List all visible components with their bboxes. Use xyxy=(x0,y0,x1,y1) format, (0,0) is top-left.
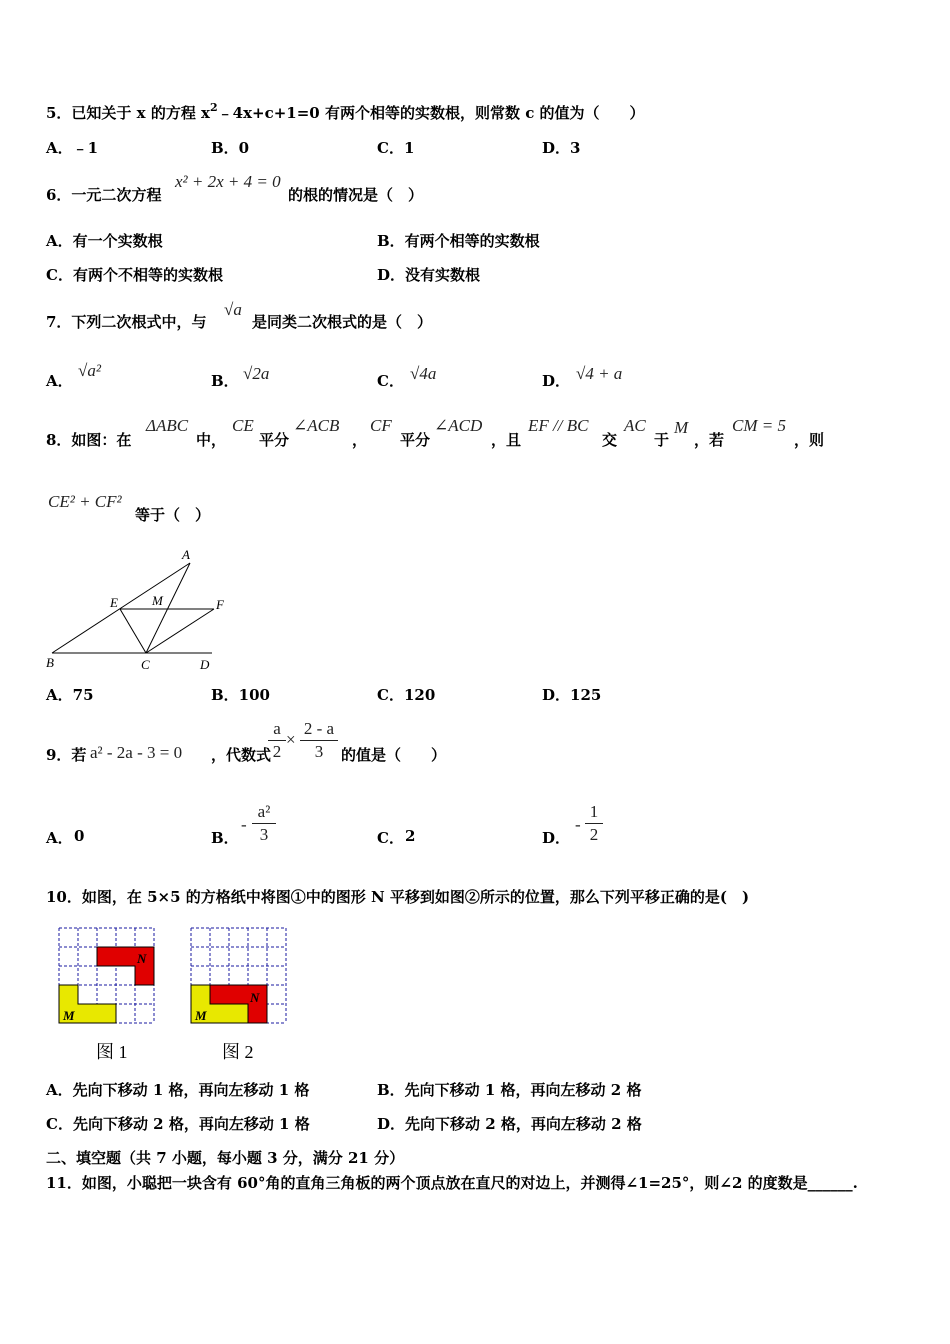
q8-math-ac: AC xyxy=(624,416,646,435)
q10-stem: 10．如图，在 5×5 的方格纸中将图①中的图形 N 平移到如图②所示的位置，那么下列平移正确的是( ) xyxy=(46,888,750,906)
q8-stem-0: 8．如图：在 xyxy=(46,431,132,449)
q8-math-acd: ∠ACD xyxy=(434,416,483,435)
q8-option-c: C．120 xyxy=(377,686,436,704)
q8-triangle-figure xyxy=(44,545,234,675)
q8-stem-16: ，若 xyxy=(694,431,725,449)
q8-stem-2: 中， xyxy=(196,431,227,449)
q10-figure-2 xyxy=(190,927,288,1032)
q8-stem-12: 交 xyxy=(602,431,618,449)
q6-stem-start: 6．一元二次方程 xyxy=(46,186,162,204)
q8-math-efbc: EF // BC xyxy=(528,416,589,435)
q6-option-d: D．没有实数根 xyxy=(377,266,481,284)
line-ec xyxy=(120,609,146,653)
q6-formula: x² + 2x + 4 = 0 xyxy=(175,172,281,191)
q9-times: × xyxy=(286,730,296,749)
q10-figure-2-caption: 图 2 xyxy=(222,1042,254,1062)
q8-stem-18: ，则 xyxy=(794,431,825,449)
q6-option-c: C．有两个不相等的实数根 xyxy=(46,266,223,284)
q9-option-a: 0 xyxy=(74,827,85,845)
q8-math-m: M xyxy=(674,418,689,437)
q8-stem-6: ， xyxy=(352,431,368,449)
q9-option-b-sign: - xyxy=(241,815,247,834)
q10-option-c: C．先向下移动 2 格，再向左移动 1 格 xyxy=(46,1115,310,1133)
label-m: M xyxy=(152,593,163,608)
q5-option-b: B．0 xyxy=(211,139,250,157)
label-d: D xyxy=(200,657,210,672)
q6-option-b: B．有两个相等的实数根 xyxy=(377,232,540,250)
section-2-title: 二、填空题（共 7 小题，每小题 3 分，满分 21 分） xyxy=(46,1149,405,1167)
q9-option-c: 2 xyxy=(405,827,416,845)
q6-option-a: A．有一个实数根 xyxy=(46,232,163,250)
q8-math-cm: CM = 5 xyxy=(732,416,786,435)
q8-stem-14: 于 xyxy=(654,431,670,449)
q5-stem: 5．已知关于 x 的方程 $x^2﹣4x+c+1=0$ 有两个相等的实数根，则常数 c 的值为（ ） xyxy=(46,101,645,122)
q7-label-a: A． xyxy=(46,372,73,390)
line-ba xyxy=(52,563,190,653)
q7-option-a: √a² xyxy=(78,361,101,380)
q5-option-a: A．﹣1 xyxy=(46,139,99,157)
label-m: M xyxy=(63,1008,75,1023)
q7-option-b: √2a xyxy=(243,364,270,383)
label-n: N xyxy=(137,951,147,966)
q8-option-a: A．75 xyxy=(46,686,94,704)
q9-stem-start: 9．若 xyxy=(46,746,87,764)
q9-fraction-1: a 2 xyxy=(268,719,286,762)
q5-option-d: D．3 xyxy=(542,139,581,157)
q9-option-d-sign: - xyxy=(575,815,581,834)
q10-option-a: A．先向下移动 1 格，再向左移动 1 格 xyxy=(46,1081,310,1099)
q8-stem-8: 平分 xyxy=(400,431,431,449)
q8-option-d: D．125 xyxy=(542,686,602,704)
q8-stem-10: ，且 xyxy=(491,431,522,449)
q9-stem-mid: ，代数式 xyxy=(211,746,272,764)
q11-stem: 11．如图，小聪把一块含有 60°角的直角三角板的两个顶点放在直尺的对边上，并测得∠1=25°，则∠2 的度数是______. xyxy=(46,1174,858,1192)
q7-option-d: √4 + a xyxy=(576,364,623,383)
q10-figure-1 xyxy=(58,927,156,1032)
q7-stem-end: 是同类二次根式的是（ ） xyxy=(252,313,433,331)
q10-option-b: B．先向下移动 1 格，再向左移动 2 格 xyxy=(377,1081,642,1099)
label-e: E xyxy=(110,595,118,610)
q8-line2-text: 等于（ ） xyxy=(135,506,211,524)
q8-math-acb: ∠ACB xyxy=(293,416,340,435)
q8-math-abc: ΔABC xyxy=(146,416,189,435)
q7-formula: √a xyxy=(224,300,242,319)
q8-option-b: B．100 xyxy=(211,686,270,704)
q7-label-b: B． xyxy=(211,372,239,390)
label-c: C xyxy=(141,657,150,672)
q7-label-d: D． xyxy=(542,372,571,390)
q7-label-c: C． xyxy=(377,372,404,390)
label-b: B xyxy=(46,655,54,670)
q9-label-c: C． xyxy=(377,829,404,847)
q6-stem-end: 的根的情况是（ ） xyxy=(288,186,424,204)
q9-stem-end: 的值是（ ） xyxy=(341,746,447,764)
q10-option-d: D．先向下移动 2 格，再向左移动 2 格 xyxy=(377,1115,642,1133)
label-a: A xyxy=(182,547,190,562)
label-n: N xyxy=(250,990,260,1005)
label-f: F xyxy=(216,597,224,612)
q9-label-b: B． xyxy=(211,829,239,847)
q8-stem-4: 平分 xyxy=(259,431,290,449)
q7-stem-start: 7．下列二次根式中，与 xyxy=(46,313,207,331)
q7-option-c: √4a xyxy=(410,364,437,383)
label-m: M xyxy=(195,1008,207,1023)
q5-option-c: C．1 xyxy=(377,139,415,157)
q8-line2-formula: CE² + CF² xyxy=(48,492,122,511)
q9-fraction-2: 2 - a 3 xyxy=(300,719,338,762)
q9-option-b-fraction: a² 3 xyxy=(252,802,276,845)
q9-condition: a² - 2a - 3 = 0 xyxy=(90,743,183,762)
q9-label-a: A． xyxy=(46,829,73,847)
q8-math-ce: CE xyxy=(232,416,254,435)
q9-option-d-fraction: 1 2 xyxy=(585,802,603,845)
q10-figure-1-caption: 图 1 xyxy=(96,1042,128,1062)
line-ac xyxy=(146,563,190,653)
q9-label-d: D． xyxy=(542,829,571,847)
q8-math-cf: CF xyxy=(370,416,392,435)
